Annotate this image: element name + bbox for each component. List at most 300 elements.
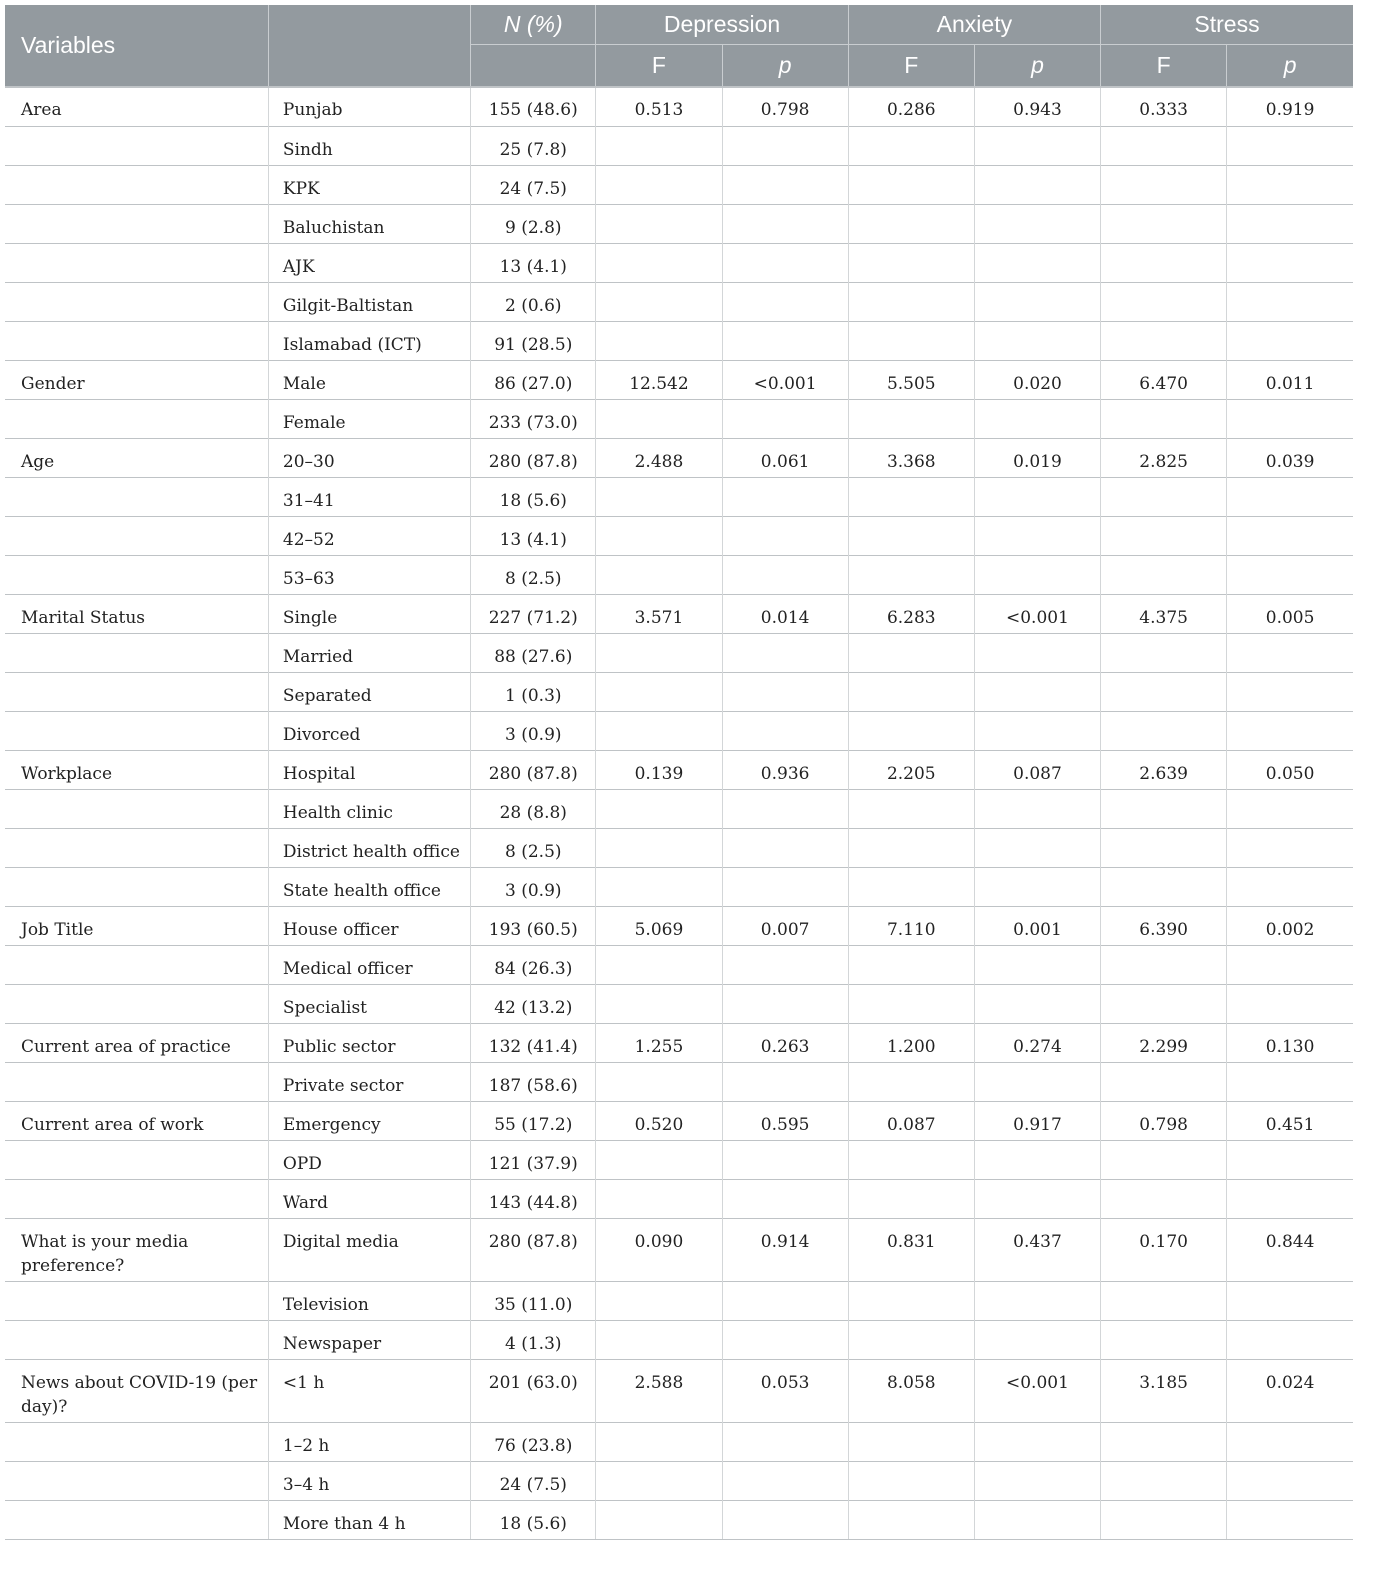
depression-p-cell	[722, 282, 848, 321]
n-pct-cell: 1 (0.3)	[471, 672, 596, 711]
n-pct-cell: 4 (1.3)	[471, 1320, 596, 1359]
stress-f-cell	[1101, 321, 1227, 360]
stress-f-cell: 2.825	[1101, 438, 1227, 477]
variable-cell	[5, 1461, 268, 1500]
stress-f-cell: 0.798	[1101, 1101, 1227, 1140]
variable-cell	[5, 204, 268, 243]
category-cell: Digital media	[268, 1218, 470, 1281]
category-cell: Television	[268, 1281, 470, 1320]
variable-cell: Workplace	[5, 750, 268, 789]
anxiety-p-cell: 0.001	[974, 906, 1100, 945]
variable-cell	[5, 126, 268, 165]
stress-f-cell	[1101, 867, 1227, 906]
anxiety-f-cell: 0.831	[848, 1218, 974, 1281]
depression-f-cell	[596, 516, 722, 555]
stress-p-cell	[1227, 282, 1353, 321]
anxiety-p-cell	[974, 711, 1100, 750]
depression-f-cell: 0.139	[596, 750, 722, 789]
table-row	[5, 789, 1353, 828]
header-anxiety: Anxiety	[848, 5, 1100, 45]
category-cell: 3–4 h	[268, 1461, 470, 1500]
category-cell: Sindh	[268, 126, 470, 165]
variable-cell	[5, 1422, 268, 1461]
n-pct-cell: 55 (17.2)	[471, 1101, 596, 1140]
stress-p-cell	[1227, 204, 1353, 243]
stress-p-cell	[1227, 984, 1353, 1023]
anxiety-f-cell	[848, 867, 974, 906]
stress-p-cell	[1227, 399, 1353, 438]
anxiety-f-cell	[848, 282, 974, 321]
variable-cell	[5, 399, 268, 438]
depression-f-cell	[596, 1179, 722, 1218]
stress-f-cell	[1101, 516, 1227, 555]
variable-cell: What is your media preference?	[5, 1218, 268, 1281]
n-pct-cell: 86 (27.0)	[471, 360, 596, 399]
stress-f-cell	[1101, 633, 1227, 672]
depression-f-cell: 5.069	[596, 906, 722, 945]
stress-f-cell: 0.170	[1101, 1218, 1227, 1281]
stress-p-cell	[1227, 1281, 1353, 1320]
header-variables: Variables	[5, 5, 268, 87]
table-row	[5, 243, 1353, 282]
anxiety-p-cell	[974, 204, 1100, 243]
stress-p-cell	[1227, 126, 1353, 165]
stress-f-cell	[1101, 789, 1227, 828]
category-cell: KPK	[268, 165, 470, 204]
anxiety-p-cell	[974, 477, 1100, 516]
table-row	[5, 321, 1353, 360]
stress-p-cell	[1227, 165, 1353, 204]
stress-p-cell	[1227, 828, 1353, 867]
depression-f-cell	[596, 477, 722, 516]
variable-cell	[5, 321, 268, 360]
stress-f-cell	[1101, 711, 1227, 750]
anxiety-p-cell	[974, 1179, 1100, 1218]
variable-cell	[5, 945, 268, 984]
variable-cell: Current area of practice	[5, 1023, 268, 1062]
stress-p-cell	[1227, 243, 1353, 282]
table-row	[5, 1140, 1353, 1179]
variable-cell	[5, 828, 268, 867]
stress-f-cell	[1101, 126, 1227, 165]
stress-p-cell	[1227, 477, 1353, 516]
depression-p-cell	[722, 555, 848, 594]
n-pct-cell: 24 (7.5)	[471, 1461, 596, 1500]
table-row	[5, 750, 1353, 789]
depression-f-cell	[596, 1281, 722, 1320]
variable-cell: Job Title	[5, 906, 268, 945]
stress-p-cell	[1227, 867, 1353, 906]
depression-p-cell	[722, 204, 848, 243]
anxiety-f-cell	[848, 555, 974, 594]
anxiety-f-cell	[848, 828, 974, 867]
table-row	[5, 945, 1353, 984]
anxiety-p-cell	[974, 165, 1100, 204]
n-pct-cell: 3 (0.9)	[471, 867, 596, 906]
table-row	[5, 1422, 1353, 1461]
header-stress: Stress	[1101, 5, 1353, 45]
depression-p-cell	[722, 477, 848, 516]
stress-p-cell: 0.050	[1227, 750, 1353, 789]
n-pct-cell: 18 (5.6)	[471, 477, 596, 516]
anxiety-p-cell	[974, 1062, 1100, 1101]
depression-f-cell	[596, 633, 722, 672]
table-row	[5, 828, 1353, 867]
table-row	[5, 672, 1353, 711]
header-stress-f: F	[1101, 45, 1227, 88]
depression-f-cell	[596, 945, 722, 984]
depression-p-cell	[722, 1500, 848, 1539]
depression-f-cell: 2.488	[596, 438, 722, 477]
stress-f-cell	[1101, 165, 1227, 204]
variable-cell: Age	[5, 438, 268, 477]
depression-f-cell: 2.588	[596, 1359, 722, 1422]
depression-p-cell: 0.914	[722, 1218, 848, 1281]
anxiety-f-cell	[848, 1179, 974, 1218]
header-anxiety-f: F	[848, 45, 974, 88]
depression-f-cell	[596, 555, 722, 594]
depression-f-cell	[596, 1320, 722, 1359]
category-cell: Medical officer	[268, 945, 470, 984]
n-pct-cell: 132 (41.4)	[471, 1023, 596, 1062]
table-row	[5, 477, 1353, 516]
anxiety-f-cell	[848, 1281, 974, 1320]
depression-p-cell	[722, 1062, 848, 1101]
n-pct-cell: 280 (87.8)	[471, 1218, 596, 1281]
header-n-pct: N (%)	[471, 5, 596, 45]
stress-p-cell	[1227, 1500, 1353, 1539]
depression-p-cell: 0.798	[722, 87, 848, 126]
table-header	[5, 5, 1353, 87]
depression-f-cell	[596, 399, 722, 438]
table-row	[5, 594, 1353, 633]
header-depression: Depression	[596, 5, 848, 45]
header-n-blank	[471, 45, 596, 88]
anxiety-p-cell	[974, 984, 1100, 1023]
n-pct-cell: 280 (87.8)	[471, 750, 596, 789]
variable-cell	[5, 1281, 268, 1320]
category-cell: Female	[268, 399, 470, 438]
category-cell: More than 4 h	[268, 1500, 470, 1539]
table-row	[5, 438, 1353, 477]
depression-f-cell	[596, 828, 722, 867]
n-pct-cell: 3 (0.9)	[471, 711, 596, 750]
anxiety-p-cell	[974, 1500, 1100, 1539]
depression-f-cell	[596, 282, 722, 321]
depression-f-cell	[596, 672, 722, 711]
variable-cell	[5, 1320, 268, 1359]
depression-p-cell	[722, 984, 848, 1023]
anxiety-f-cell	[848, 1320, 974, 1359]
table-row	[5, 1461, 1353, 1500]
header-category	[268, 5, 470, 87]
table-row	[5, 87, 1353, 126]
depression-f-cell	[596, 1140, 722, 1179]
stress-p-cell: 0.024	[1227, 1359, 1353, 1422]
depression-p-cell	[722, 126, 848, 165]
depression-p-cell: <0.001	[722, 360, 848, 399]
stress-f-cell: 6.390	[1101, 906, 1227, 945]
anxiety-p-cell: 0.019	[974, 438, 1100, 477]
header-depression-f: F	[596, 45, 722, 88]
category-cell: 20–30	[268, 438, 470, 477]
table-body	[5, 87, 1353, 1539]
anxiety-p-cell	[974, 126, 1100, 165]
n-pct-cell: 24 (7.5)	[471, 165, 596, 204]
depression-p-cell: 0.936	[722, 750, 848, 789]
depression-p-cell: 0.263	[722, 1023, 848, 1062]
anxiety-p-cell: 0.437	[974, 1218, 1100, 1281]
depression-f-cell	[596, 789, 722, 828]
anxiety-p-cell: 0.917	[974, 1101, 1100, 1140]
anxiety-f-cell	[848, 1461, 974, 1500]
category-cell: Newspaper	[268, 1320, 470, 1359]
stress-p-cell	[1227, 1422, 1353, 1461]
stress-f-cell	[1101, 945, 1227, 984]
anxiety-f-cell: 2.205	[848, 750, 974, 789]
stress-f-cell: 4.375	[1101, 594, 1227, 633]
anxiety-p-cell	[974, 243, 1100, 282]
n-pct-cell: 8 (2.5)	[471, 828, 596, 867]
anxiety-f-cell	[848, 204, 974, 243]
variable-cell	[5, 633, 268, 672]
n-pct-cell: 280 (87.8)	[471, 438, 596, 477]
anxiety-f-cell	[848, 945, 974, 984]
anxiety-p-cell	[974, 828, 1100, 867]
anxiety-f-cell: 0.286	[848, 87, 974, 126]
variable-cell	[5, 516, 268, 555]
anxiety-f-cell	[848, 321, 974, 360]
stress-f-cell	[1101, 984, 1227, 1023]
stress-p-cell	[1227, 1179, 1353, 1218]
stress-p-cell	[1227, 1461, 1353, 1500]
stress-p-cell: 0.005	[1227, 594, 1353, 633]
anxiety-f-cell: 0.087	[848, 1101, 974, 1140]
depression-f-cell	[596, 711, 722, 750]
depression-f-cell: 12.542	[596, 360, 722, 399]
category-cell: <1 h	[268, 1359, 470, 1422]
anxiety-f-cell	[848, 1140, 974, 1179]
variable-cell	[5, 555, 268, 594]
anxiety-p-cell	[974, 1140, 1100, 1179]
n-pct-cell: 91 (28.5)	[471, 321, 596, 360]
anxiety-f-cell	[848, 672, 974, 711]
anxiety-f-cell	[848, 399, 974, 438]
category-cell: Male	[268, 360, 470, 399]
variable-cell	[5, 1140, 268, 1179]
table-row	[5, 1320, 1353, 1359]
category-cell: Emergency	[268, 1101, 470, 1140]
category-cell: Islamabad (ICT)	[268, 321, 470, 360]
stress-p-cell	[1227, 945, 1353, 984]
anxiety-p-cell	[974, 1422, 1100, 1461]
category-cell: Hospital	[268, 750, 470, 789]
stress-f-cell: 6.470	[1101, 360, 1227, 399]
stress-f-cell	[1101, 399, 1227, 438]
n-pct-cell: 2 (0.6)	[471, 282, 596, 321]
anxiety-p-cell	[974, 633, 1100, 672]
depression-p-cell: 0.007	[722, 906, 848, 945]
stress-f-cell: 3.185	[1101, 1359, 1227, 1422]
n-pct-cell: 28 (8.8)	[471, 789, 596, 828]
category-cell: Divorced	[268, 711, 470, 750]
table-row	[5, 711, 1353, 750]
category-cell: Separated	[268, 672, 470, 711]
depression-p-cell	[722, 1422, 848, 1461]
depression-f-cell	[596, 867, 722, 906]
anxiety-p-cell	[974, 399, 1100, 438]
anxiety-f-cell	[848, 633, 974, 672]
stress-p-cell: 0.919	[1227, 87, 1353, 126]
depression-p-cell	[722, 1140, 848, 1179]
anxiety-f-cell	[848, 165, 974, 204]
n-pct-cell: 155 (48.6)	[471, 87, 596, 126]
table-row	[5, 984, 1353, 1023]
n-pct-cell: 13 (4.1)	[471, 516, 596, 555]
header-anxiety-p: p	[974, 45, 1100, 88]
stress-p-cell	[1227, 1062, 1353, 1101]
stress-f-cell	[1101, 1140, 1227, 1179]
variable-cell: Area	[5, 87, 268, 126]
depression-p-cell	[722, 1179, 848, 1218]
table-row	[5, 1281, 1353, 1320]
depression-f-cell	[596, 243, 722, 282]
stress-p-cell: 0.011	[1227, 360, 1353, 399]
depression-f-cell	[596, 1500, 722, 1539]
category-cell: 53–63	[268, 555, 470, 594]
stress-f-cell	[1101, 204, 1227, 243]
n-pct-cell: 233 (73.0)	[471, 399, 596, 438]
stress-f-cell	[1101, 243, 1227, 282]
stress-f-cell	[1101, 1461, 1227, 1500]
depression-p-cell: 0.014	[722, 594, 848, 633]
anxiety-f-cell	[848, 1062, 974, 1101]
anxiety-p-cell	[974, 867, 1100, 906]
n-pct-cell: 121 (37.9)	[471, 1140, 596, 1179]
table-row	[5, 165, 1353, 204]
category-cell: State health office	[268, 867, 470, 906]
depression-p-cell	[722, 945, 848, 984]
stress-p-cell	[1227, 555, 1353, 594]
n-pct-cell: 9 (2.8)	[471, 204, 596, 243]
depression-f-cell	[596, 984, 722, 1023]
n-pct-cell: 76 (23.8)	[471, 1422, 596, 1461]
stress-p-cell	[1227, 789, 1353, 828]
table-row	[5, 906, 1353, 945]
category-cell: OPD	[268, 1140, 470, 1179]
depression-f-cell: 3.571	[596, 594, 722, 633]
stress-f-cell	[1101, 1320, 1227, 1359]
category-cell: Punjab	[268, 87, 470, 126]
depression-p-cell	[722, 828, 848, 867]
table-row	[5, 633, 1353, 672]
depression-p-cell: 0.061	[722, 438, 848, 477]
anxiety-p-cell	[974, 945, 1100, 984]
depression-p-cell	[722, 516, 848, 555]
n-pct-cell: 35 (11.0)	[471, 1281, 596, 1320]
depression-p-cell: 0.595	[722, 1101, 848, 1140]
category-cell: Specialist	[268, 984, 470, 1023]
variable-cell: Gender	[5, 360, 268, 399]
depression-f-cell: 0.520	[596, 1101, 722, 1140]
anxiety-p-cell	[974, 282, 1100, 321]
anxiety-f-cell	[848, 243, 974, 282]
depression-f-cell: 0.090	[596, 1218, 722, 1281]
depression-p-cell	[722, 1461, 848, 1500]
results-table	[5, 5, 1353, 1540]
stress-f-cell	[1101, 555, 1227, 594]
table-row	[5, 1500, 1353, 1539]
depression-p-cell	[722, 867, 848, 906]
anxiety-f-cell	[848, 126, 974, 165]
variable-cell	[5, 984, 268, 1023]
anxiety-p-cell	[974, 1281, 1100, 1320]
variable-cell	[5, 1062, 268, 1101]
anxiety-f-cell: 5.505	[848, 360, 974, 399]
stress-p-cell	[1227, 321, 1353, 360]
depression-p-cell	[722, 321, 848, 360]
anxiety-f-cell: 6.283	[848, 594, 974, 633]
variable-cell	[5, 711, 268, 750]
depression-p-cell	[722, 711, 848, 750]
anxiety-p-cell: 0.020	[974, 360, 1100, 399]
anxiety-p-cell	[974, 1461, 1100, 1500]
depression-p-cell	[722, 399, 848, 438]
depression-p-cell	[722, 1281, 848, 1320]
variable-cell	[5, 243, 268, 282]
stress-f-cell	[1101, 1422, 1227, 1461]
anxiety-p-cell: 0.087	[974, 750, 1100, 789]
stress-f-cell	[1101, 282, 1227, 321]
depression-p-cell	[722, 165, 848, 204]
anxiety-f-cell: 1.200	[848, 1023, 974, 1062]
anxiety-f-cell	[848, 711, 974, 750]
n-pct-cell: 25 (7.8)	[471, 126, 596, 165]
anxiety-f-cell	[848, 477, 974, 516]
anxiety-f-cell	[848, 1422, 974, 1461]
table-row	[5, 126, 1353, 165]
stress-f-cell: 2.299	[1101, 1023, 1227, 1062]
header-depression-p: p	[722, 45, 848, 88]
depression-f-cell	[596, 204, 722, 243]
n-pct-cell: 42 (13.2)	[471, 984, 596, 1023]
depression-p-cell	[722, 1320, 848, 1359]
depression-p-cell	[722, 633, 848, 672]
stress-p-cell	[1227, 1320, 1353, 1359]
category-cell: District health office	[268, 828, 470, 867]
n-pct-cell: 201 (63.0)	[471, 1359, 596, 1422]
table-row	[5, 555, 1353, 594]
depression-p-cell	[722, 243, 848, 282]
category-cell: 1–2 h	[268, 1422, 470, 1461]
variable-cell	[5, 867, 268, 906]
variable-cell	[5, 1500, 268, 1539]
stress-p-cell	[1227, 633, 1353, 672]
category-cell: 42–52	[268, 516, 470, 555]
anxiety-f-cell	[848, 984, 974, 1023]
stress-f-cell: 2.639	[1101, 750, 1227, 789]
anxiety-f-cell: 3.368	[848, 438, 974, 477]
anxiety-p-cell: <0.001	[974, 1359, 1100, 1422]
n-pct-cell: 13 (4.1)	[471, 243, 596, 282]
variable-cell: News about COVID-19 (per day)?	[5, 1359, 268, 1422]
stress-f-cell	[1101, 1281, 1227, 1320]
table-row	[5, 1062, 1353, 1101]
category-cell: Baluchistan	[268, 204, 470, 243]
stress-p-cell	[1227, 1140, 1353, 1179]
anxiety-f-cell: 8.058	[848, 1359, 974, 1422]
stress-p-cell: 0.844	[1227, 1218, 1353, 1281]
